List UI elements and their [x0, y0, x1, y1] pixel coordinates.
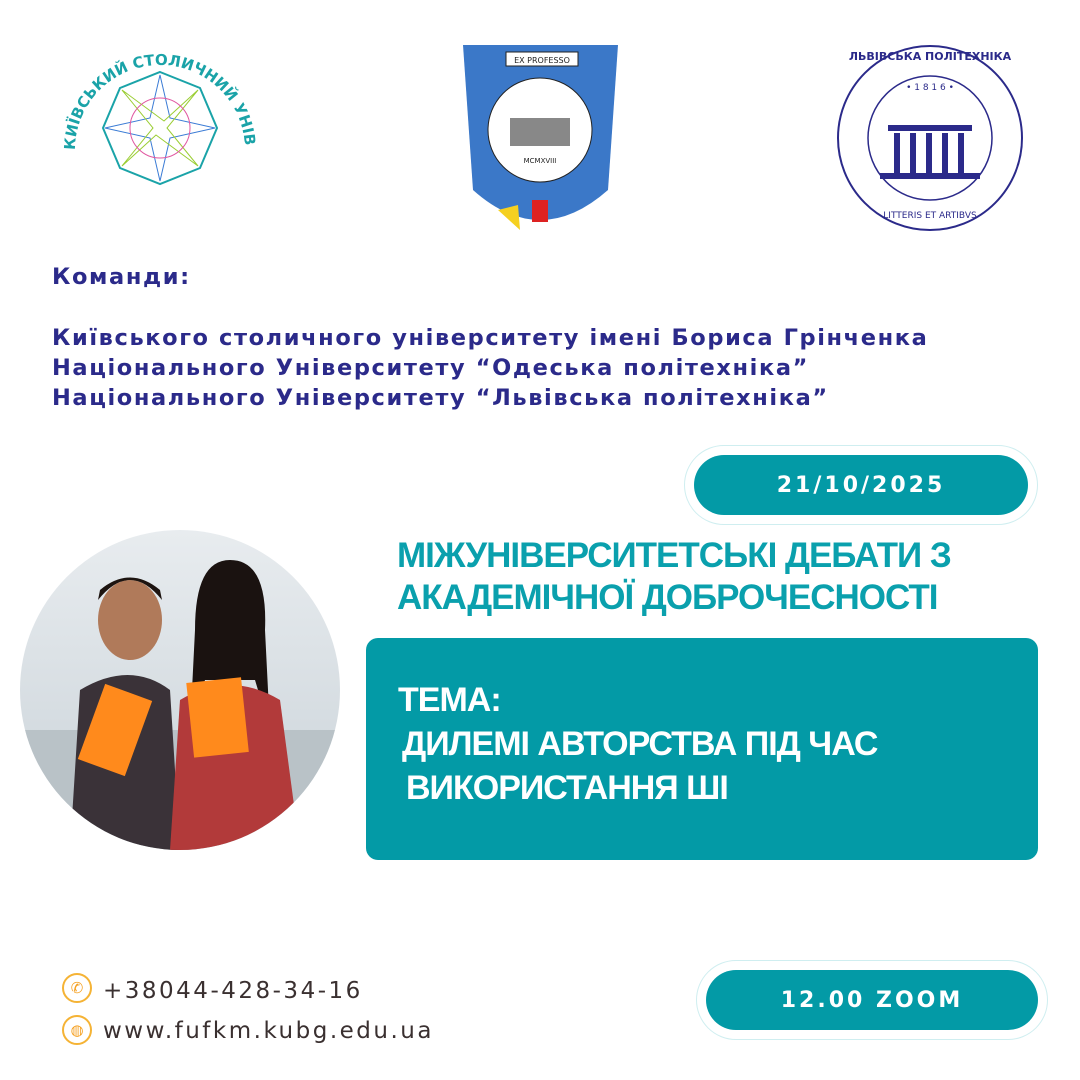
team-item: Національного Університету “Львівська політехніка” — [52, 385, 829, 411]
svg-text:• 1 8 1 6 •: • 1 8 1 6 • — [906, 83, 954, 93]
date-badge: 21/10/2025 — [694, 455, 1028, 515]
time-badge: 12.00 ZOOM — [706, 970, 1038, 1030]
event-title-line: АКАДЕМІЧНОЇ ДОБРОЧЕСНОСТІ — [397, 578, 938, 617]
svg-text:EX PROFESSO: EX PROFESSO — [514, 56, 570, 65]
event-title-line: МІЖУНІВЕРСИТЕТСЬКІ ДЕБАТИ З — [397, 536, 951, 575]
phone-number[interactable]: +38044-428-34-16 — [103, 978, 363, 1004]
odesa-polytechnic-logo — [458, 40, 623, 240]
lviv-polytechnic-logo — [818, 30, 1043, 245]
team-item: Національного Університету “Одеська політехніка” — [52, 355, 810, 381]
teams-heading: Команди: — [52, 264, 191, 290]
website-link[interactable]: www.fufkm.kubg.edu.ua — [103, 1018, 434, 1044]
globe-icon: ◍ — [62, 1015, 92, 1045]
team-item: Київського столичного університету імені Бориса Грінченка — [52, 325, 929, 351]
students-photo — [20, 530, 340, 850]
svg-text:LITTERIS ET ARTIBVS: LITTERIS ET ARTIBVS — [883, 211, 977, 221]
event-title — [397, 535, 951, 619]
svg-text:MCMXVIII: MCMXVIII — [523, 157, 557, 165]
topic-line: ДИЛЕМІ АВТОРСТВА ПІД ЧАС — [402, 725, 878, 763]
teams-list — [52, 323, 928, 413]
topic-label: ТЕМА: — [398, 681, 501, 719]
svg-text:КИЇВСЬКИЙ СТОЛИЧНИЙ УНІВЕРСИТЕ: КИЇВСЬКИЙ СТОЛИЧНИЙ УНІВ — [60, 50, 259, 151]
phone-icon: ✆ — [62, 973, 92, 1003]
topic-box — [366, 638, 1038, 860]
topic-line: ВИКОРИСТАННЯ ШІ — [406, 769, 728, 807]
svg-text:ЛЬВІВСЬКА ПОЛІТЕХНІКА: ЛЬВІВСЬКА ПОЛІТЕХНІКА — [848, 50, 1012, 63]
kubg-logo — [45, 30, 275, 245]
